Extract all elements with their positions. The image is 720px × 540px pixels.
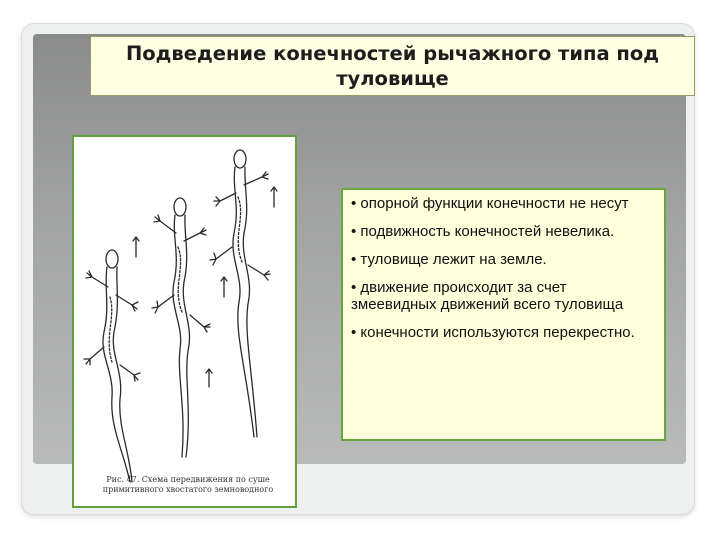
arrow-icon <box>206 369 212 387</box>
figure-caption-line-1: Рис. 47. Схема передвижения по суше <box>106 475 270 484</box>
bullet-item: • опорной функции конечности не несут <box>351 195 629 212</box>
bullet-item: • подвижность конечностей невелика. <box>351 223 615 240</box>
arrow-icon <box>221 277 227 297</box>
bullet-item: • движение происходит за счет змеевидных движений всего туловища <box>351 279 624 313</box>
salamander-2 <box>152 198 210 457</box>
figure-panel <box>72 135 297 508</box>
bullet-panel <box>341 188 666 441</box>
salamander-locomotion-diagram <box>74 137 295 506</box>
arrow-icon <box>271 187 277 207</box>
bullet-item: • конечности используются перекрестно. <box>351 324 635 341</box>
slide-title <box>90 36 695 96</box>
arrow-icon <box>133 237 139 257</box>
slide-title-line-1: Подведение конечностей рычажного типа под <box>125 42 660 65</box>
figure-caption <box>88 475 288 495</box>
bullet-item: • туловище лежит на земле. <box>351 251 547 268</box>
salamander-3 <box>210 150 270 437</box>
slide-title-line-2: туловище <box>336 67 449 90</box>
salamander-1 <box>84 250 140 482</box>
figure-caption-line-2: примитивного хвостатого земноводного <box>102 485 274 494</box>
